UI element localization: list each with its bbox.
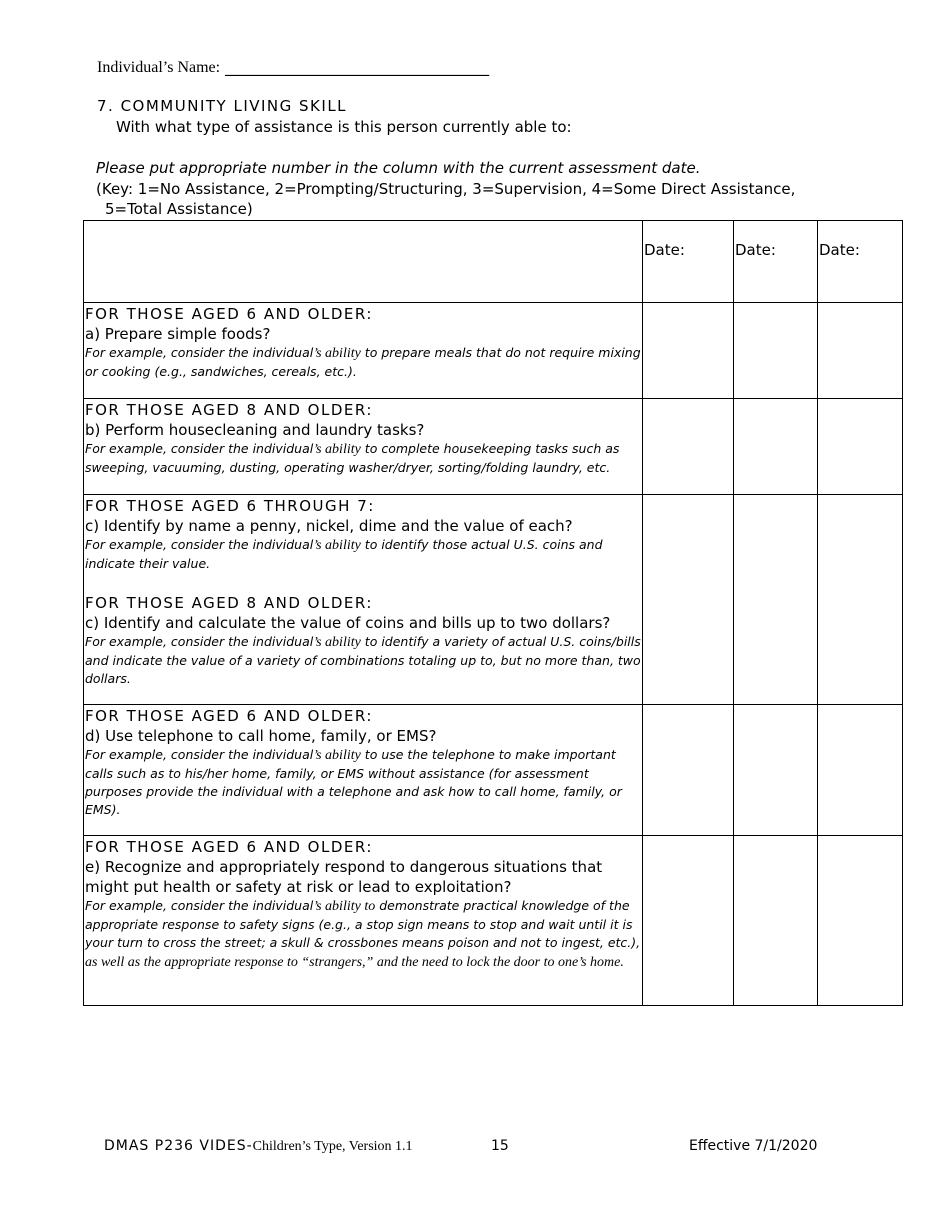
table-row	[84, 836, 903, 1006]
age-group-label: FOR THOSE AGED 8 AND OLDER:	[85, 594, 373, 612]
age-group-label: FOR THOSE AGED 6 AND OLDER:	[85, 838, 373, 856]
score-cell[interactable]	[734, 303, 818, 399]
individual-name-blank[interactable]: _________________________________	[220, 57, 490, 76]
date-header-3: Date:	[818, 221, 903, 303]
individual-name-line	[97, 57, 489, 77]
instructions-line: Please put appropriate number in the column with the current assessment date.	[96, 159, 701, 177]
key-line-2: 5=Total Assistance)	[105, 200, 253, 218]
item-example: For example, consider the individual’s ability to demonstrate practical knowledge of the appropriate response to safety signs (e.g., a stop sign means to stop and wait until it is your turn to cross the street; a skull & crossbones means poison and not to ingest, etc.), as well as the appropriate response to “strangers,” and the need to lock the door to one’s home.	[85, 898, 641, 970]
table-row	[84, 303, 903, 399]
item-question: e) Recognize and appropriately respond to dangerous situations that might put health or safety at risk or lead to exploitation?	[85, 858, 603, 896]
item-example: For example, consider the individual’s ability to identify those actual U.S. coins and indicate their value.	[85, 537, 603, 571]
age-group-label: FOR THOSE AGED 6 AND OLDER:	[85, 707, 373, 725]
footer-effective-date: Effective 7/1/2020	[689, 1138, 818, 1154]
key-line-1: (Key: 1=No Assistance, 2=Prompting/Structuring, 3=Supervision, 4=Some Direct Assistance,	[96, 180, 796, 198]
item-example: For example, consider the individual’s ability to prepare meals that do not require mixing or cooking (e.g., sandwiches, cereals, etc.).	[85, 345, 641, 379]
score-cell[interactable]	[643, 705, 734, 836]
section-subtitle: With what type of assistance is this person currently able to:	[116, 118, 572, 136]
section-title: 7. COMMUNITY LIVING SKILL	[97, 97, 348, 115]
score-cell[interactable]	[818, 399, 903, 495]
date-header-1: Date:	[643, 221, 734, 303]
item-question: a) Prepare simple foods?	[85, 325, 271, 343]
score-cell[interactable]	[643, 399, 734, 495]
item-question: b) Perform housecleaning and laundry tasks?	[85, 421, 425, 439]
individual-name-label: Individual’s Name:	[97, 59, 221, 76]
age-group-label: FOR THOSE AGED 8 AND OLDER:	[85, 401, 373, 419]
score-cell[interactable]	[818, 303, 903, 399]
footer-page-number: 15	[491, 1138, 509, 1154]
age-group-label: FOR THOSE AGED 6 AND OLDER:	[85, 305, 373, 323]
date-header-2: Date:	[734, 221, 818, 303]
item-question: c) Identify by name a penny, nickel, dime and the value of each?	[85, 517, 573, 535]
score-cell[interactable]	[818, 836, 903, 1006]
score-cell[interactable]	[643, 495, 734, 705]
score-cell[interactable]	[734, 495, 818, 705]
score-cell[interactable]	[734, 836, 818, 1006]
item-cell-c	[84, 495, 643, 705]
footer-doc-id: DMAS P236 VIDES-Children’s Type, Version 1.1	[104, 1138, 413, 1154]
item-cell-b	[84, 399, 643, 495]
item-cell-a	[84, 303, 643, 399]
table-row	[84, 705, 903, 836]
item-example: For example, consider the individual’s ability to complete housekeeping tasks such as sweeping, vacuuming, dusting, operating washer/dryer, sorting/folding laundry, etc.	[85, 441, 620, 475]
item-example: For example, consider the individual’s ability to use the telephone to make important calls such as to his/her home, family, or EMS without assistance (for assessment purposes provide the individual with a telephone and ask how to call home, family, or EMS).	[85, 747, 622, 817]
assessment-table	[83, 220, 903, 1006]
table-header-row	[84, 221, 903, 303]
table-row	[84, 495, 903, 705]
score-cell[interactable]	[734, 705, 818, 836]
item-question: c) Identify and calculate the value of coins and bills up to two dollars?	[85, 614, 611, 632]
item-question: d) Use telephone to call home, family, or EMS?	[85, 727, 437, 745]
header-blank-cell	[84, 221, 643, 303]
item-cell-d	[84, 705, 643, 836]
score-cell[interactable]	[643, 836, 734, 1006]
item-cell-e	[84, 836, 643, 1006]
item-example: For example, consider the individual’s ability to identify a variety of actual U.S. coins/bills and indicate the value of a variety of combinations totaling up to, but no more than, two dollars.	[85, 634, 641, 686]
score-cell[interactable]	[818, 705, 903, 836]
score-cell[interactable]	[734, 399, 818, 495]
score-cell[interactable]	[818, 495, 903, 705]
table-row	[84, 399, 903, 495]
score-cell[interactable]	[643, 303, 734, 399]
age-group-label: FOR THOSE AGED 6 THROUGH 7:	[85, 497, 375, 515]
